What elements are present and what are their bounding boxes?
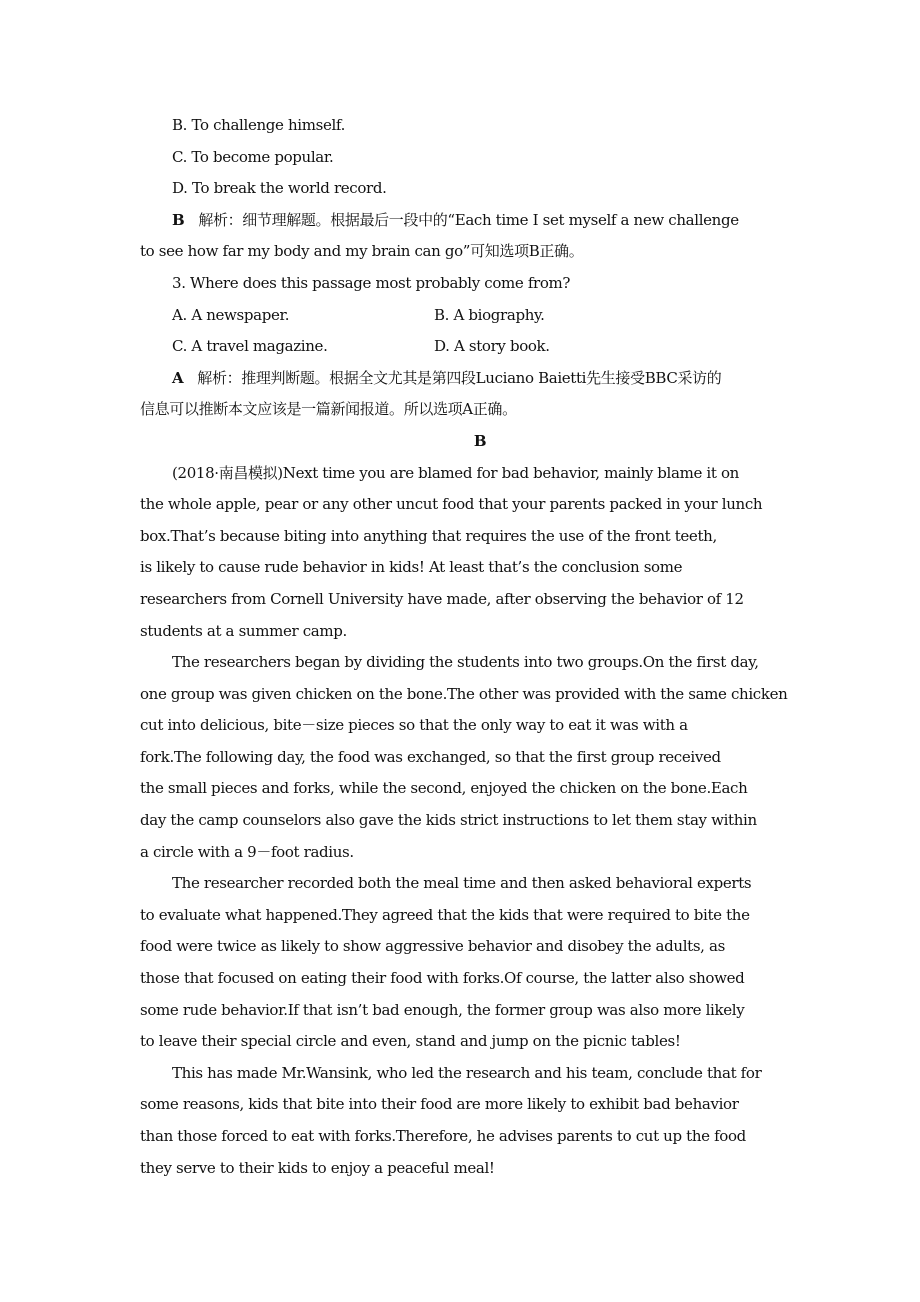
paragraph-line: a circle with a 9－foot radius. xyxy=(140,842,354,861)
paragraph-line: to evaluate what happened.They agreed that the kids that were required to bite the xyxy=(140,905,750,924)
q3-option-a: A. A newspaper. xyxy=(172,305,290,324)
passage-paragraph-2 xyxy=(140,647,820,868)
passage-paragraph-3 xyxy=(140,868,820,1058)
q3-option-b: B. A biography. xyxy=(434,305,545,324)
paragraph-line: The researchers began by dividing the students into two groups.On the first day, xyxy=(172,653,759,672)
paragraph-line: food were twice as likely to show aggressive behavior and disobey the adults, as xyxy=(140,937,725,956)
q3-option-d: D. A story book. xyxy=(434,337,550,356)
q2-answer: B xyxy=(172,210,185,229)
q3-option-c: C. A travel magazine. xyxy=(172,337,328,356)
paragraph-line: those that focused on eating their food with forks.Of course, the latter also showed xyxy=(140,969,745,988)
q3-options-row1 xyxy=(140,300,820,332)
passage-paragraph-1 xyxy=(140,458,820,648)
q2-option-d: D. To break the world record. xyxy=(172,179,387,198)
paragraph-line: day the camp counselors also gave the kids strict instructions to let them stay within xyxy=(140,811,757,830)
q2-explanation-line2: to see how far my body and my brain can go”可知选项B正确。 xyxy=(140,242,584,261)
paragraph-line: box.That’s because biting into anything that requires the use of the front teeth, xyxy=(140,526,717,545)
paragraph-line: is likely to cause rude behavior in kids! At least that’s the conclusion some xyxy=(140,558,683,577)
section-heading: B xyxy=(473,431,487,450)
passage-paragraph-4 xyxy=(140,1058,820,1184)
paragraph-line: than those forced to eat with forks.Therefore, he advises parents to cut up the food xyxy=(140,1127,746,1145)
paragraph-line: cut into delicious, bite－size pieces so that the only way to eat it was with a xyxy=(140,716,688,735)
paragraph-line: one group was given chicken on the bone.The other was provided with the same chicken xyxy=(140,684,788,703)
paragraph-line: the small pieces and forks, while the second, enjoyed the chicken on the bone.Each xyxy=(140,779,748,798)
q3-options-row2 xyxy=(140,331,820,363)
q2-option-b: B. To challenge himself. xyxy=(172,116,346,134)
paragraph-line: to leave their special circle and even, stand and jump on the picnic tables! xyxy=(140,1032,681,1051)
paragraph-line: This has made Mr.Wansink, who led the research and his team, conclude that for xyxy=(172,1063,762,1082)
paragraph-line: students at a summer camp. xyxy=(140,621,347,640)
paragraph-line: the whole apple, pear or any other uncut food that your parents packed in your lunch xyxy=(140,495,763,514)
paragraph-line: (2018·南昌模拟)Next time you are blamed for bad behavior, mainly blame it on xyxy=(172,463,739,482)
paragraph-line: some reasons, kids that bite into their food are more likely to exhibit bad behavior xyxy=(140,1095,739,1114)
q2-explanation-line1: 解析：细节理解题。根据最后一段中的“Each time I set myself a new challenge xyxy=(198,210,739,229)
q2-option-c: C. To become popular. xyxy=(172,147,334,166)
q3-explanation-line2: 信息可以推断本文应该是一篇新闻报道。所以选项A正确。 xyxy=(140,400,517,419)
paragraph-line: researchers from Cornell University have made, after observing the behavior of 12 xyxy=(140,589,744,608)
paragraph-line: they serve to their kids to enjoy a peaceful meal! xyxy=(140,1158,495,1177)
paragraph-line: some rude behavior.If that isn’t bad enough, the former group was also more likely xyxy=(140,1000,745,1019)
q3-answer: A xyxy=(172,368,184,387)
paragraph-line: The researcher recorded both the meal time and then asked behavioral experts xyxy=(172,874,752,893)
q3-explanation-line1: 解析：推理判断题。根据全文尤其是第四段Luciano Baietti先生接受BBC采访的 xyxy=(197,368,722,387)
document-page xyxy=(140,110,820,1184)
paragraph-line: fork.The following day, the food was exchanged, so that the first group received xyxy=(140,747,721,766)
q3-stem: 3. Where does this passage most probably come from? xyxy=(172,273,571,292)
q3-explanation xyxy=(140,363,820,395)
q2-explanation xyxy=(140,205,820,237)
